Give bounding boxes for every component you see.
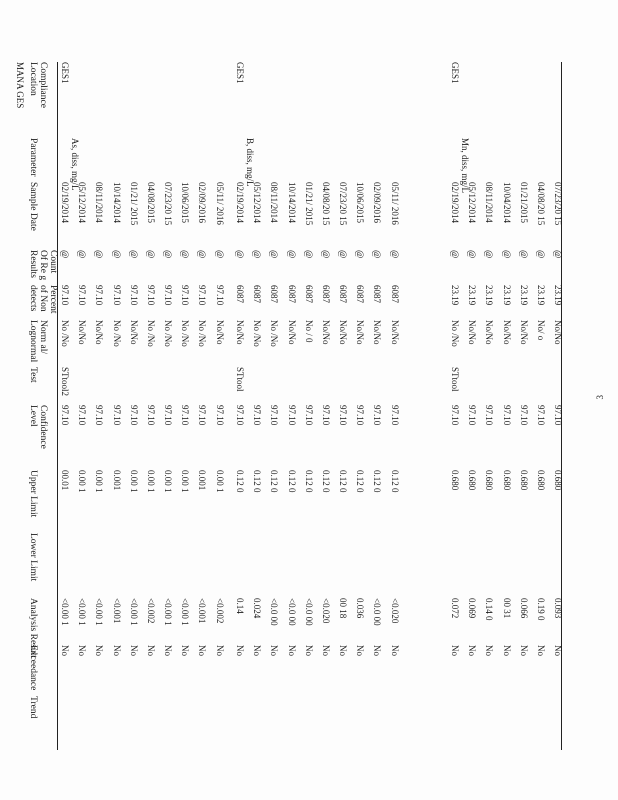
cell-conf: 97.10 — [320, 405, 331, 426]
cell-norm: No/No — [484, 320, 495, 345]
cell-conf: 97.10 — [484, 405, 495, 426]
cell-count: @ — [111, 250, 122, 259]
cell-result: <0.00 1 — [128, 598, 139, 626]
cell-pct: 23.19 — [450, 285, 460, 306]
cell-norm: No /No — [111, 320, 122, 347]
cell-result: <0.020 — [320, 598, 331, 624]
cell-upper: 0.680 — [484, 470, 495, 491]
cell-upper: 00.01 — [60, 470, 70, 491]
cell-count: @ — [180, 250, 191, 259]
page-number: 3 — [595, 395, 605, 400]
cell-upper: 0.680 — [501, 470, 512, 491]
cell-conf: 97.10 — [128, 405, 139, 426]
cell-pct: 23.19 — [518, 285, 529, 306]
cell-date: 05/11/ 2016 — [214, 182, 225, 225]
cell-exceed: No — [501, 645, 512, 656]
parameter-cell: B, diss, mg/L — [245, 138, 255, 187]
cell-result: 0.19 0 — [535, 598, 546, 621]
cell-count: @ — [269, 250, 280, 259]
cell-date: 05/12/2014 — [252, 182, 263, 224]
cell-count: @ — [389, 250, 400, 259]
cell-date: 01/21/2015 — [518, 182, 529, 224]
cell-count: @ — [77, 250, 88, 259]
cell-norm: No/No — [372, 320, 383, 345]
cell-conf: 97.10 — [235, 405, 245, 426]
cell-result: <0.020 — [389, 598, 400, 624]
cell-count: @ — [128, 250, 139, 259]
cell-pct: 6087 — [269, 285, 280, 303]
cell-result: <0.00 1 — [77, 598, 88, 626]
cell-upper: 0.12 0 — [338, 470, 349, 493]
cell-count: @ — [320, 250, 331, 259]
cell-pct: 97.10 — [163, 285, 174, 306]
cell-conf: 97.10 — [77, 405, 88, 426]
cell-count: @ — [235, 250, 245, 259]
cell-upper: 0.12 0 — [303, 470, 314, 493]
cell-result: 0.024 — [252, 598, 263, 619]
cell-pct: 6087 — [389, 285, 400, 303]
column-header-trend: Trend — [28, 696, 38, 719]
column-header-date: Sample Date — [28, 182, 38, 231]
cell-conf: 97.10 — [535, 405, 546, 426]
column-header-pct: Percent of Non detects — [28, 285, 58, 314]
cell-upper: 0.680 — [518, 470, 529, 491]
cell-pct: 6087 — [303, 285, 314, 303]
cell-result: <0.0 00 — [372, 598, 383, 626]
cell-count: @ — [163, 250, 174, 259]
cell-date: 08/11/2014 — [484, 182, 495, 223]
cell-pct: 97.10 — [60, 285, 70, 306]
cell-norm: No/No — [338, 320, 349, 345]
cell-upper: 0.680 — [450, 470, 460, 491]
cell-exceed: No — [60, 645, 70, 656]
cell-norm: No/No — [518, 320, 529, 345]
column-header-count: Count Of Re g Results — [28, 250, 58, 281]
cell-pct: 23.19 — [484, 285, 495, 306]
cell-conf: 97.10 — [303, 405, 314, 426]
cell-upper: 0.001 — [197, 470, 208, 491]
cell-norm: No/No — [389, 320, 400, 345]
parameter-cell: Mn, diss, mg/L — [460, 138, 470, 194]
column-header-test: Test — [28, 367, 38, 383]
cell-upper: 0.12 0 — [372, 470, 383, 493]
cell-norm: No/No — [94, 320, 105, 345]
cell-norm: No /No — [252, 320, 263, 347]
cell-pct: 6087 — [252, 285, 263, 303]
parameter-cell: As, diss, mg/L — [70, 138, 80, 191]
cell-date: 08/11/2014 — [94, 182, 105, 223]
cell-conf: 97.10 — [180, 405, 191, 426]
cell-date: 01/21/ 2015 — [303, 182, 314, 226]
cell-exceed: No — [467, 645, 478, 656]
cell-pct: 97.10 — [128, 285, 139, 306]
cell-norm: No/No — [355, 320, 366, 345]
cell-test: STtool2 — [60, 367, 70, 397]
column-header-lower: Lower Limit — [28, 533, 38, 582]
cell-count: @ — [286, 250, 297, 259]
cell-count: @ — [553, 250, 564, 259]
cell-result: 0.066 — [518, 598, 529, 619]
cell-exceed: No — [450, 645, 460, 656]
cell-exceed: No — [163, 645, 174, 656]
cell-norm: No/No — [320, 320, 331, 345]
cell-date: 10/06/2015 — [355, 182, 366, 224]
cell-result: <0.0 00 — [303, 598, 314, 626]
cell-conf: 97.10 — [355, 405, 366, 426]
cell-pct: 6087 — [286, 285, 297, 303]
cell-date: 04/08/2015 — [145, 182, 156, 224]
cell-pct: 23.19 — [535, 285, 546, 306]
location-cell: GES1 — [450, 62, 460, 84]
cell-exceed: No — [269, 645, 280, 656]
column-header-loc: Compliance Location — [28, 62, 48, 108]
cell-norm: No/No — [77, 320, 88, 345]
cell-norm: No /No — [180, 320, 191, 347]
cell-count: @ — [535, 250, 546, 259]
cell-upper: 0.00 1 — [214, 470, 225, 493]
cell-upper: 0.00 1 — [163, 470, 174, 493]
cell-exceed: No — [77, 645, 88, 656]
cell-exceed: No — [553, 645, 564, 656]
cell-norm: No / 0 — [303, 320, 314, 343]
cell-exceed: No — [303, 645, 314, 656]
cell-date: 08/11/2014 — [269, 182, 280, 223]
column-header-exceed: Exceedance — [28, 645, 38, 691]
cell-result: 0.036 — [355, 598, 366, 619]
cell-norm: No/No — [128, 320, 139, 345]
cell-result: 00 31 — [501, 598, 512, 619]
cell-result: <0.00 1 — [163, 598, 174, 626]
cell-norm: No/ o — [535, 320, 546, 341]
cell-exceed: No — [355, 645, 366, 656]
cell-norm: No/No — [235, 320, 245, 345]
cell-exceed: No — [94, 645, 105, 656]
cell-pct: 6087 — [338, 285, 349, 303]
cell-test: STtool — [450, 367, 460, 392]
cell-conf: 97.10 — [111, 405, 122, 426]
cell-conf: 97.10 — [518, 405, 529, 426]
column-header-param: Parameter — [28, 138, 38, 177]
cell-date: 05/12/2014 — [467, 182, 478, 224]
cell-conf: 97.10 — [372, 405, 383, 426]
cell-count: @ — [484, 250, 495, 259]
cell-conf: 97.10 — [501, 405, 512, 426]
cell-norm: No/No — [467, 320, 478, 345]
cell-count: @ — [94, 250, 105, 259]
cell-result: <0.00 1 — [180, 598, 191, 626]
cell-conf: 97.10 — [94, 405, 105, 426]
cell-conf: 97.10 — [197, 405, 208, 426]
cell-result: 0.14 0 — [484, 598, 495, 621]
cell-upper: 0.001 — [111, 470, 122, 491]
cell-count: @ — [214, 250, 225, 259]
cell-date: 02/19/2014 — [235, 182, 245, 224]
cell-date: 05/12/2014 — [77, 182, 88, 224]
cell-norm: No/No — [214, 320, 225, 345]
cell-pct: 23.19 — [467, 285, 478, 306]
cell-pct: 6087 — [235, 285, 245, 303]
cell-exceed: No — [518, 645, 529, 656]
cell-upper: 0.00 1 — [180, 470, 191, 493]
cell-pct: 97.10 — [197, 285, 208, 306]
cell-count: @ — [501, 250, 512, 259]
cell-count: @ — [60, 250, 70, 259]
cell-pct: 97.10 — [145, 285, 156, 306]
column-header-norm: Norm al/ Lognormal — [28, 320, 48, 363]
cell-date: 04/08/20 15 — [535, 182, 546, 226]
cell-conf: 97.10 — [145, 405, 156, 426]
cell-date: 10/14/2014 — [111, 182, 122, 224]
cell-count: @ — [372, 250, 383, 259]
cell-norm: No /No — [269, 320, 280, 347]
cell-pct: 23.19 — [553, 285, 564, 306]
cell-upper: 0.00 1 — [145, 470, 156, 493]
cell-count: @ — [355, 250, 366, 259]
cell-result: <0.00 1 — [60, 598, 70, 626]
cell-conf: 97.10 — [553, 405, 564, 426]
location-cell: GES1 — [235, 62, 245, 84]
cell-exceed: No — [320, 645, 331, 656]
cell-upper: 0.680 — [535, 470, 546, 491]
cell-conf: 97.10 — [214, 405, 225, 426]
cell-exceed: No — [286, 645, 297, 656]
cell-result: 0.069 — [467, 598, 478, 619]
cell-upper: 0.12 0 — [320, 470, 331, 493]
cell-exceed: No — [372, 645, 383, 656]
cell-exceed: No — [484, 645, 495, 656]
cell-conf: 97.10 — [338, 405, 349, 426]
cell-exceed: No — [145, 645, 156, 656]
cell-pct: 97.10 — [180, 285, 191, 306]
cell-upper: 0.12 0 — [286, 470, 297, 493]
cell-conf: 97.10 — [389, 405, 400, 426]
cell-date: 07/23/20 15 — [338, 182, 349, 226]
cell-count: @ — [197, 250, 208, 259]
cell-exceed: No — [235, 645, 245, 656]
cell-upper: 0.12 0 — [269, 470, 280, 493]
cell-upper: 0.680 — [553, 470, 564, 491]
organization-label: MANA GES — [15, 62, 25, 109]
cell-pct: 97.10 — [77, 285, 88, 306]
column-header-conf: Confidence Level — [28, 405, 48, 449]
cell-result: <0.001 — [197, 598, 208, 624]
cell-test: STtool — [235, 367, 245, 392]
cell-norm: No /No — [163, 320, 174, 347]
cell-norm: No /No — [450, 320, 460, 347]
cell-conf: 97.10 — [163, 405, 174, 426]
cell-conf: 97.10 — [252, 405, 263, 426]
header-rule — [57, 62, 58, 750]
cell-conf: 97.10 — [286, 405, 297, 426]
cell-pct: 23.19 — [501, 285, 512, 306]
cell-count: @ — [338, 250, 349, 259]
cell-upper: 0.12 0 — [355, 470, 366, 493]
cell-exceed: No — [338, 645, 349, 656]
cell-date: 02/19/2014 — [450, 182, 460, 224]
cell-result: 0.14 — [235, 598, 245, 614]
cell-pct: 97.10 — [94, 285, 105, 306]
cell-pct: 6087 — [355, 285, 366, 303]
cell-date: 04/08/20 15 — [320, 182, 331, 226]
cell-exceed: No — [389, 645, 400, 656]
column-header-upper: Upper Limit — [28, 470, 38, 518]
cell-upper: 0.680 — [467, 470, 478, 491]
cell-conf: 97.10 — [269, 405, 280, 426]
cell-norm: No/No — [286, 320, 297, 345]
cell-date: 01/21/ 2015 — [128, 182, 139, 226]
cell-date: 02/09/2016 — [197, 182, 208, 224]
cell-conf: 97.10 — [467, 405, 478, 426]
cell-norm: No /No — [145, 320, 156, 347]
cell-exceed: No — [111, 645, 122, 656]
cell-count: @ — [467, 250, 478, 259]
cell-upper: 0.12 0 — [252, 470, 263, 493]
cell-date: 10/14/2014 — [286, 182, 297, 224]
cell-exceed: No — [180, 645, 191, 656]
cell-date: 07/23/20 15 — [553, 182, 564, 226]
cell-pct: 97.10 — [214, 285, 225, 306]
cell-upper: 0.00 1 — [128, 470, 139, 493]
cell-count: @ — [450, 250, 460, 259]
cell-result: <0.00 1 — [94, 598, 105, 626]
cell-upper: 0.00 1 — [94, 470, 105, 493]
cell-result: <0.0 00 — [269, 598, 280, 626]
cell-result: <0.002 — [214, 598, 225, 624]
cell-result: 00 18 — [338, 598, 349, 619]
cell-upper: 0.00 1 — [77, 470, 88, 493]
cell-pct: 6087 — [372, 285, 383, 303]
cell-pct: 6087 — [320, 285, 331, 303]
cell-result: <0.001 — [111, 598, 122, 624]
cell-upper: 0.12 0 — [389, 470, 400, 493]
cell-result: <0.002 — [145, 598, 156, 624]
cell-norm: No /No — [197, 320, 208, 347]
cell-exceed: No — [128, 645, 139, 656]
cell-count: @ — [518, 250, 529, 259]
location-cell: GES1 — [60, 62, 70, 84]
cell-conf: 97.10 — [450, 405, 460, 426]
cell-result: 0.072 — [450, 598, 460, 619]
cell-norm: No/No — [501, 320, 512, 345]
cell-exceed: No — [252, 645, 263, 656]
cell-date: 02/19/2014 — [60, 182, 70, 224]
cell-count: @ — [145, 250, 156, 259]
cell-upper: 0.12 0 — [235, 470, 245, 493]
cell-date: 10/04/2014 — [501, 182, 512, 224]
cell-date: 10/06/2015 — [180, 182, 191, 224]
cell-exceed: No — [197, 645, 208, 656]
cell-conf: 97.10 — [60, 405, 70, 426]
cell-exceed: No — [535, 645, 546, 656]
column-header-result: Analysis Result — [28, 598, 38, 658]
cell-date: 07/23/20 15 — [163, 182, 174, 226]
cell-norm: No/No — [553, 320, 564, 345]
cell-pct: 97.10 — [111, 285, 122, 306]
cell-count: @ — [252, 250, 263, 259]
cell-result: 0.093 — [553, 598, 564, 619]
cell-date: 05/11/ 2016 — [389, 182, 400, 225]
cell-count: @ — [303, 250, 314, 259]
cell-date: 02/09/2016 — [372, 182, 383, 224]
cell-result: <0.0 00 — [286, 598, 297, 626]
cell-norm: No /No — [60, 320, 70, 347]
cell-exceed: No — [214, 645, 225, 656]
